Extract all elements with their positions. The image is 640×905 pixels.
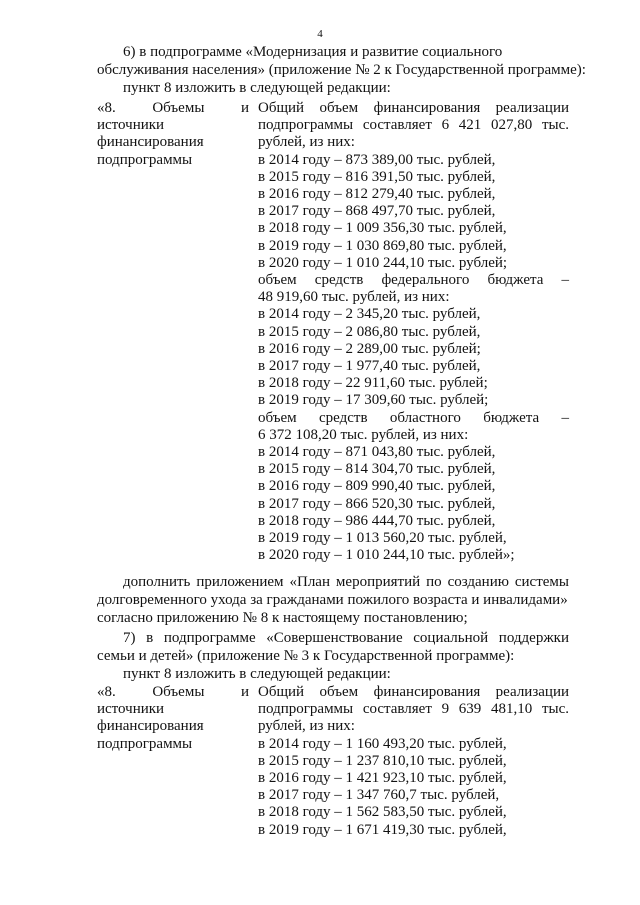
- table-1-year-line: в 2015 году – 816 391,50 тыс. рублей,: [258, 168, 496, 185]
- table-1-total-line-3: рублей, из них:: [258, 134, 355, 151]
- page-number: 4: [317, 28, 323, 40]
- table-2-year-line: в 2016 году – 1 421 923,10 тыс. рублей,: [258, 770, 507, 787]
- table-1-year-line: в 2016 году – 812 279,40 тыс. рублей,: [258, 186, 496, 203]
- table-1-federal-year-line: в 2017 году – 1 977,40 тыс. рублей,: [258, 358, 481, 375]
- addition-line-3: согласно приложению № 8 к настоящему постановлению;: [97, 610, 468, 626]
- table-1-federal-line-2: 48 919,60 тыс. рублей, из них:: [258, 289, 450, 306]
- table-2-left-line-4: подпрограммы: [97, 735, 193, 752]
- table-2-total-line-2: подпрограммы составляет 9 639 481,10 тыс.: [258, 701, 569, 718]
- item-6-line-2: обслуживания населения» (приложение № 2 к Государственной программе):: [97, 62, 586, 78]
- table-1-year-line: в 2020 году – 1 010 244,10 тыс. рублей;: [258, 254, 508, 271]
- table-1-federal-year-line: в 2016 году – 2 289,00 тыс. рублей;: [258, 340, 481, 357]
- addition-line-2: долговременного ухода за гражданами пожилого возраста и инвалидами»: [97, 592, 568, 608]
- table-1-total-line-2: подпрограммы составляет 6 421 027,80 тыс.: [258, 117, 569, 134]
- table-2-year-line: в 2014 году – 1 160 493,20 тыс. рублей,: [258, 735, 507, 752]
- item-7-point-8: пункт 8 изложить в следующей редакции:: [123, 666, 391, 682]
- table-2-right-column: [258, 684, 569, 839]
- table-1-regional-year-line: в 2017 году – 866 520,30 тыс. рублей,: [258, 495, 496, 512]
- table-2-left-line-1: «8. Объемы и: [97, 684, 249, 700]
- table-1-year-line: в 2014 году – 873 389,00 тыс. рублей,: [258, 151, 496, 168]
- table-1-right-column: [258, 100, 569, 564]
- table-1-regional-year-line: в 2018 году – 986 444,70 тыс. рублей,: [258, 512, 496, 529]
- table-1-regional-line-2: 6 372 108,20 тыс. рублей, из них:: [258, 426, 469, 443]
- table-2-year-line: в 2018 году – 1 562 583,50 тыс. рублей,: [258, 804, 507, 821]
- table-1-left-line-2: источники: [97, 117, 165, 134]
- table-1-left-line-3: финансирования: [97, 134, 204, 151]
- table-1-year-line: в 2017 году – 868 497,70 тыс. рублей,: [258, 203, 496, 220]
- item-6-line-1: 6) в подпрограмме «Модернизация и развитие социального: [123, 44, 503, 60]
- table-1-federal-year-line: в 2015 году – 2 086,80 тыс. рублей,: [258, 323, 481, 340]
- table-2-left-line-2: источники: [97, 701, 165, 718]
- table-1-left-line-1: «8. Объемы и: [97, 100, 249, 116]
- table-2-year-line: в 2015 году – 1 237 810,10 тыс. рублей,: [258, 752, 507, 769]
- table-1-regional-year-line: в 2016 году – 809 990,40 тыс. рублей,: [258, 478, 496, 495]
- table-2-total-line-3: рублей, из них:: [258, 718, 355, 735]
- table-1-year-line: в 2018 году – 1 009 356,30 тыс. рублей,: [258, 220, 507, 237]
- item-7-line-1: 7) в подпрограмме «Совершенствование социальной поддержки: [123, 630, 569, 646]
- table-1-regional-year-line: в 2014 году – 871 043,80 тыс. рублей,: [258, 444, 496, 461]
- table-1-federal-year-line: в 2019 году – 17 309,60 тыс. рублей;: [258, 392, 489, 409]
- table-1-regional-line-1: объем средств областного бюджета –: [258, 409, 569, 426]
- table-1-year-line: в 2019 году – 1 030 869,80 тыс. рублей,: [258, 237, 507, 254]
- table-2-year-line: в 2019 году – 1 671 419,30 тыс. рублей,: [258, 821, 507, 838]
- addition-line-1: дополнить приложением «План мероприятий по созданию системы: [123, 574, 569, 590]
- table-1-federal-year-line: в 2018 году – 22 911,60 тыс. рублей;: [258, 375, 488, 392]
- table-2-total-line-1: Общий объем финансирования реализации: [258, 684, 569, 700]
- table-2-left-line-3: финансирования: [97, 718, 204, 735]
- table-1-regional-year-line: в 2015 году – 814 304,70 тыс. рублей,: [258, 461, 496, 478]
- table-1-left-line-4: подпрограммы: [97, 151, 193, 168]
- table-1-regional-year-line: в 2019 году – 1 013 560,20 тыс. рублей,: [258, 530, 507, 547]
- table-1-federal-line-1: объем средств федерального бюджета –: [258, 272, 569, 289]
- table-1-total-line-1: Общий объем финансирования реализации: [258, 100, 569, 116]
- item-7-line-2: семьи и детей» (приложение № 3 к Государственной программе):: [97, 648, 515, 664]
- table-2-year-line: в 2017 году – 1 347 760,7 тыс. рублей,: [258, 787, 500, 804]
- table-1-regional-year-line: в 2020 году – 1 010 244,10 тыс. рублей»;: [258, 547, 515, 564]
- table-1-federal-year-line: в 2014 году – 2 345,20 тыс. рублей,: [258, 306, 481, 323]
- item-6-point-8: пункт 8 изложить в следующей редакции:: [123, 80, 391, 96]
